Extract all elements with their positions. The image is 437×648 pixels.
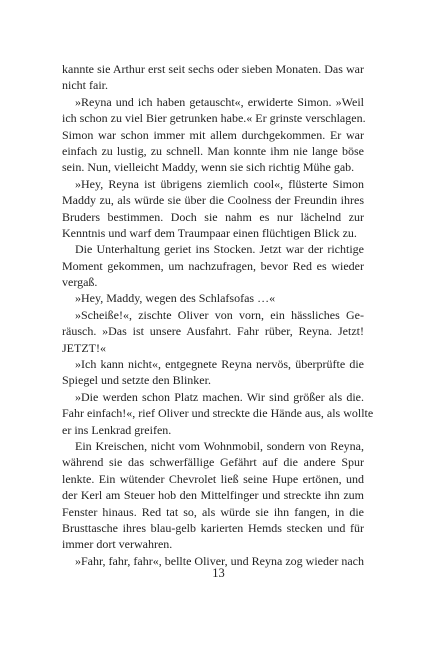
paragraph	[62, 241, 364, 290]
text-line: räusch. »Das ist unsere Ausfahrt. Fahr rüber, Reyna. Jetzt!	[62, 324, 364, 339]
text-line: Brusttasche ihres blau-gelb karierten Hemds stecken und für	[62, 520, 364, 535]
text-line: Kenntnis und warf dem Traumpaar einen flüchtigen Blick zu.	[62, 225, 357, 240]
page-number: 13	[212, 566, 225, 580]
text-line: lenkte. Ein wütender Chevrolet ließ seine Hupe ertönen, und	[62, 471, 364, 486]
text-line: »Hey, Maddy, wegen des Schlafsofas …«	[75, 291, 276, 306]
text-line: »Fahr, fahr, fahr«, bellte Oliver, und Reyna zog wieder nach	[75, 553, 364, 568]
text-line: Moment gekommen, um nachzufragen, bevor Red es wieder	[62, 258, 364, 273]
text-line: ich schon zu viel Bier getrunken habe.« Er grinste verschlagen.	[62, 111, 366, 126]
text-line: während sie das schwerfällige Gefährt auf die andere Spur	[62, 455, 364, 470]
text-line: immer dort verwahren.	[62, 537, 173, 552]
text-line: der Kerl am Steuer hob den Mittelfinger und streckte ihn zum	[62, 488, 364, 503]
text-line: Fahr einfach!«, rief Oliver und streckte die Hände aus, als wollte	[62, 406, 374, 421]
text-line: Simon war schon immer mit allem durchgekommen. Er war	[62, 127, 364, 142]
text-line: »Ich kann nicht«, entgegnete Reyna nervös, überprüfte die	[75, 357, 364, 372]
text-line: er ins Lenkrad greifen.	[62, 422, 172, 437]
text-line: »Hey, Reyna ist übrigens ziemlich cool«, flüsterte Simon	[75, 176, 364, 191]
text-line: vergaß.	[62, 275, 98, 290]
paragraph	[62, 389, 374, 438]
text-line: JETZT!«	[62, 340, 106, 355]
text-line: Bruders bestimmen. Doch sie nahm es nur lächelnd zur	[62, 209, 364, 224]
text-line: Die Unterhaltung geriet ins Stocken. Jetzt war der richtige	[75, 242, 364, 257]
text-line: Spiegel und setzte den Blinker.	[62, 373, 211, 388]
text-line: »Scheiße!«, zischte Oliver von vorn, ein hässliches Ge-	[75, 307, 364, 322]
paragraph	[62, 176, 364, 242]
paragraph	[62, 438, 364, 553]
text-line: Maddy zu, als würde sie über die Coolness der Freundin ihres	[62, 193, 364, 208]
paragraph	[62, 61, 364, 94]
text-line: sein. Nun, vielleicht Maddy, wenn sie sich richtig Mühe gab.	[62, 160, 355, 175]
text-line: »Die werden schon Platz machen. Wir sind größer als die.	[75, 389, 364, 404]
paragraph	[62, 94, 364, 176]
text-line: Fenster hinaus. Red tat so, als würde sie ihn fangen, in die	[62, 504, 364, 519]
paragraph	[62, 307, 364, 356]
text-line: Ein Kreischen, nicht vom Wohnmobil, sondern von Reyna,	[75, 438, 364, 453]
text-line: »Reyna und ich haben getauscht«, erwiderte Simon. »Weil	[75, 94, 364, 109]
text-line: einfach zu lustig, zu schnell. Man konnte ihm nie lange böse	[62, 143, 364, 158]
paragraph	[62, 356, 364, 389]
text-line: nicht fair.	[62, 78, 108, 93]
text-line: kannte sie Arthur erst seit sechs oder sieben Monaten. Das war	[62, 62, 364, 76]
book-page-body	[62, 61, 374, 569]
paragraph	[62, 290, 364, 306]
